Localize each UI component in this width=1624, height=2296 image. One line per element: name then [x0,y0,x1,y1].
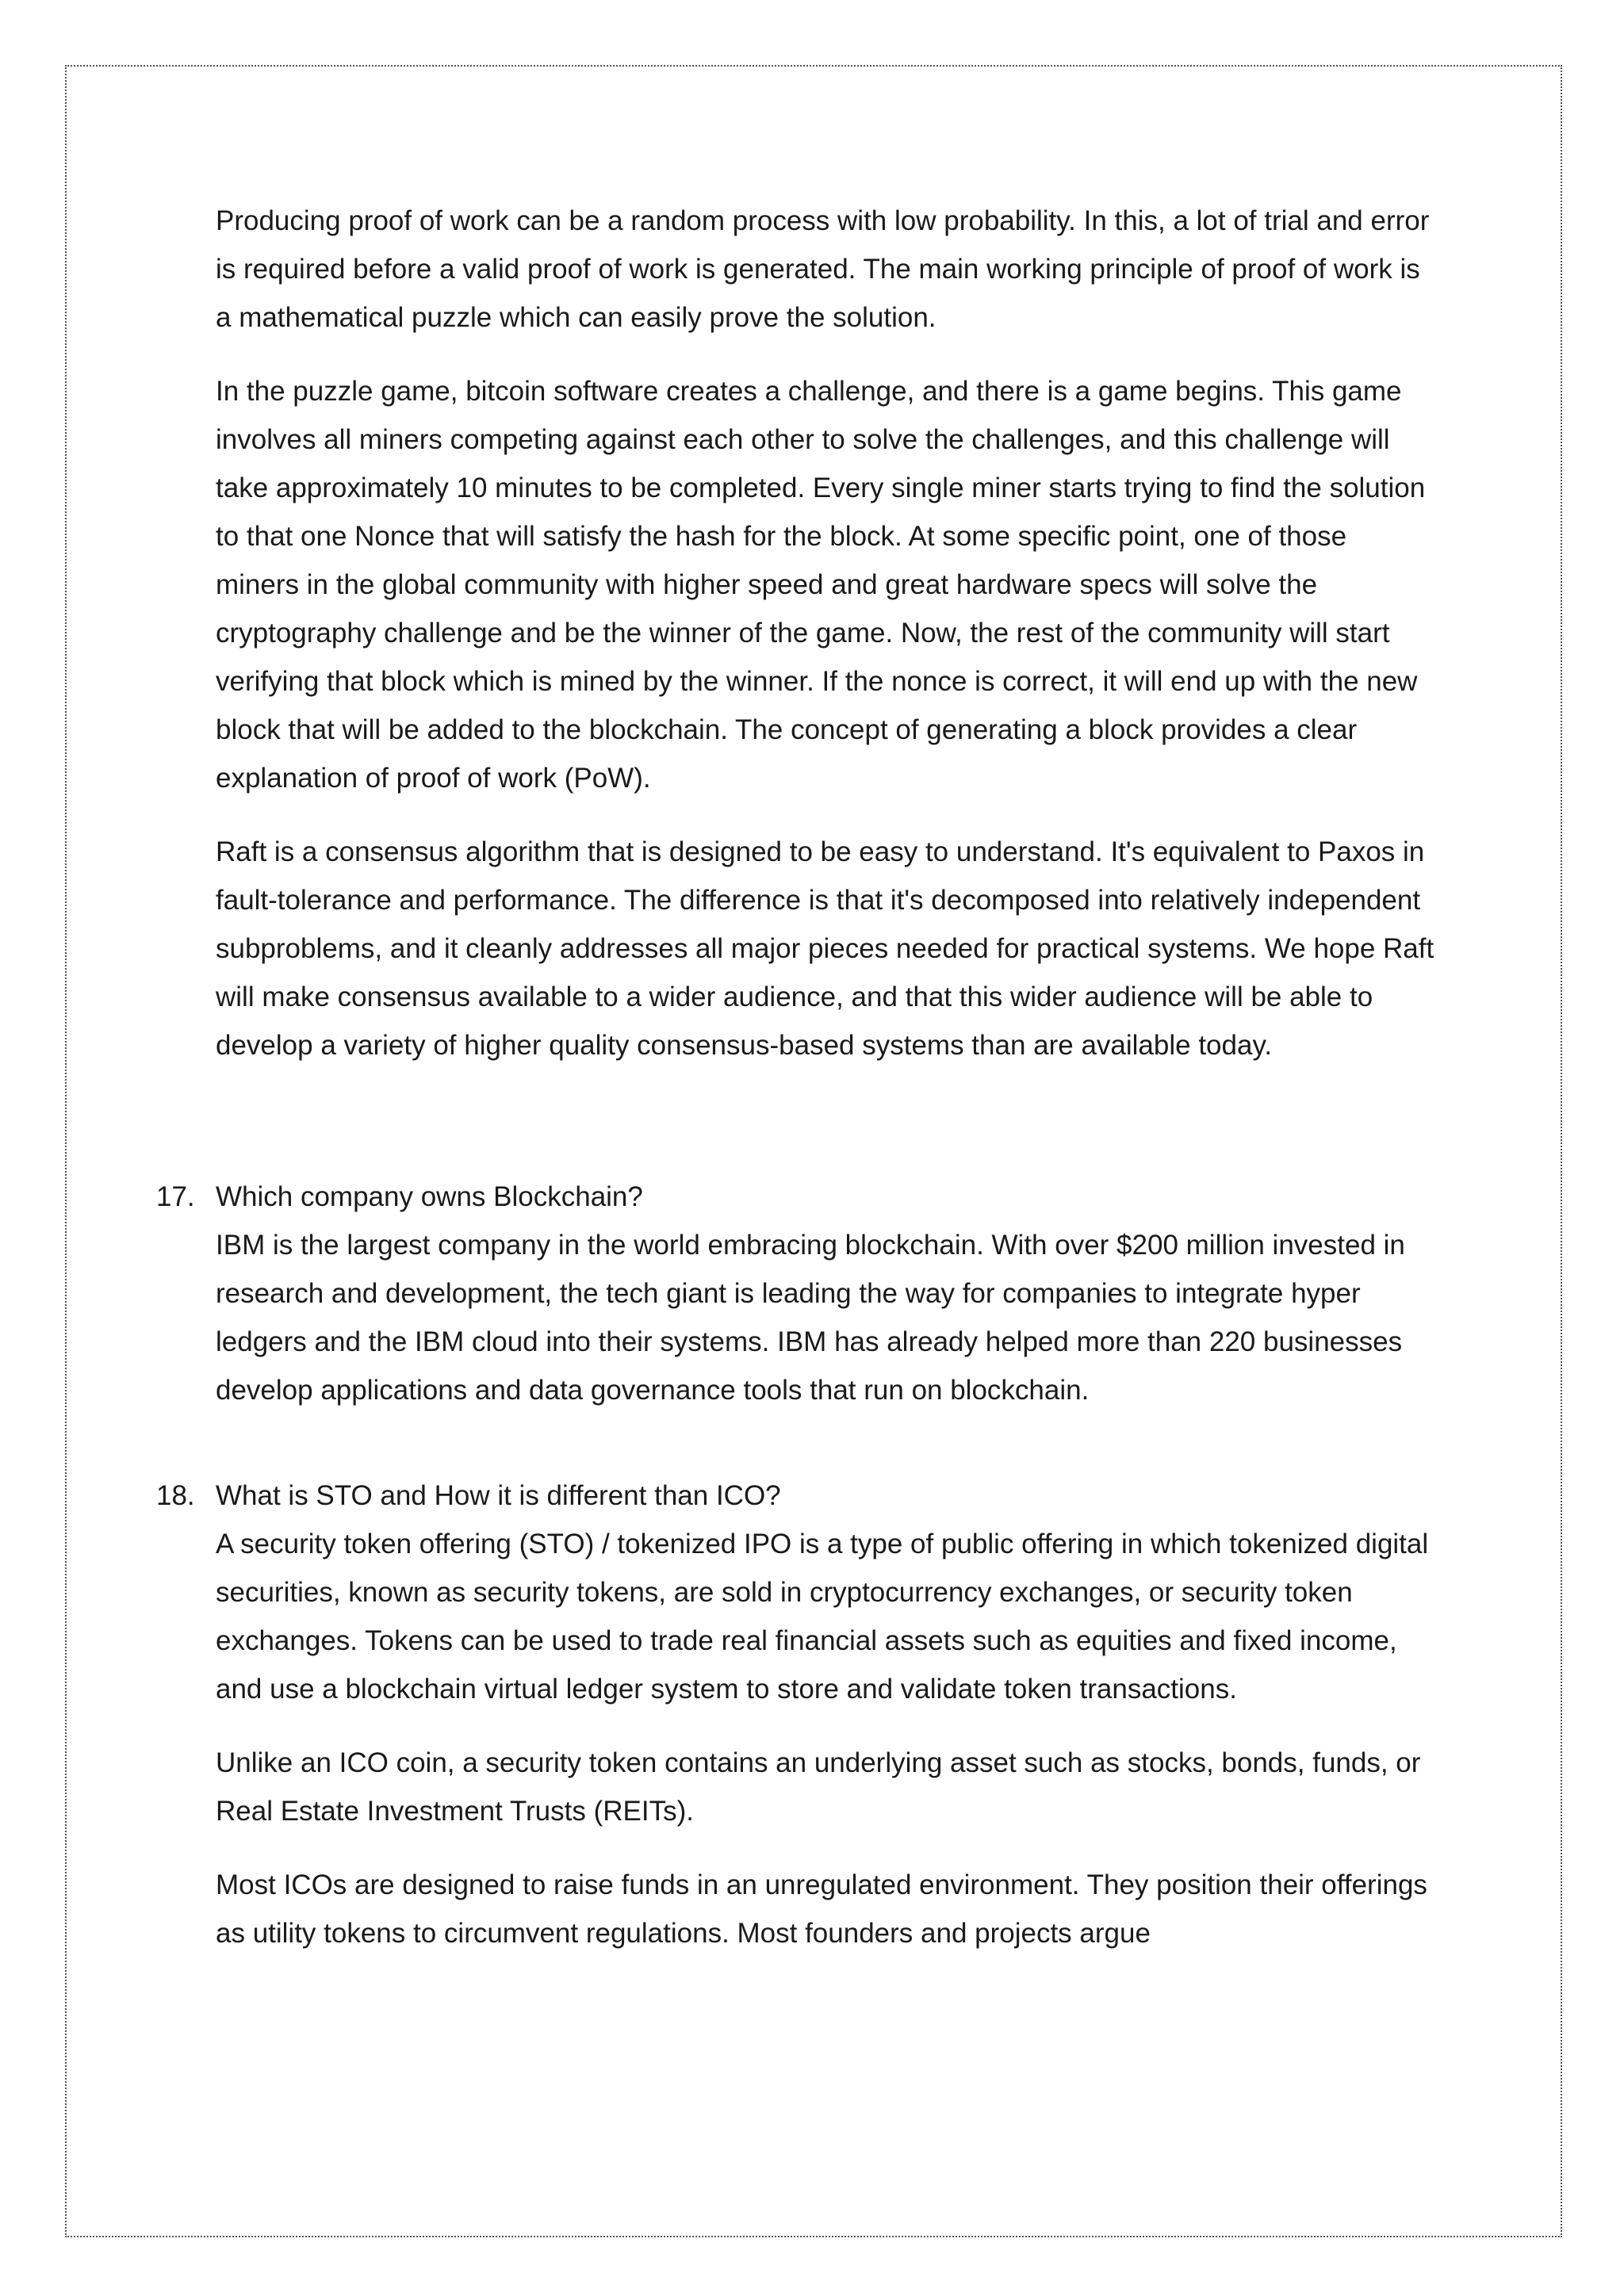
question-number: 18. [156,1480,195,1511]
question-text: What is STO and How it is different than ICO? [216,1480,781,1511]
document-body [156,197,1437,1983]
paragraph-raft: Raft is a consensus algorithm that is designed to be easy to understand. It's equivalent to Paxos in fault-tolerance and performance. The difference is that it's decomposed into relatively independent subproblems, and it cleanly addresses all major pieces needed for practical systems. We hope Raft will make consensus available to a wider audience, and that this wider audience will be able to develop a variety of higher quality consensus-based systems than are available today. [216,836,1434,1061]
question-text: Which company owns Blockchain? [216,1181,643,1212]
question-number: 17. [156,1181,195,1212]
answer-paragraph: IBM is the largest company in the world embracing blockchain. With over $200 million invested in research and development, the tech giant is leading the way for companies to integrate hyper ledgers and the IBM cloud into their systems. IBM has already helped more than 220 businesses develop applications and data governance tools that run on blockchain. [216,1230,1405,1406]
paragraph-proof-of-work: Producing proof of work can be a random process with low probability. In this, a lot of trial and error is required before a valid proof of work is generated. The main working principle of proof of work is a mathematical puzzle which can easily prove the solution. [216,205,1430,333]
answer-paragraph: A security token offering (STO) / tokenized IPO is a type of public offering in which tokenized digital securities, known as security tokens, are sold in cryptocurrency exchanges, or security token exchanges. Tokens can be used to trade real financial assets such as equities and fixed income, and use a blockchain virtual ledger system to store and validate token transactions. [216,1529,1429,1705]
answer-paragraph: Most ICOs are designed to raise funds in an unregulated environment. They position their offerings as utility tokens to circumvent regulations. Most founders and projects argue [216,1869,1427,1949]
paragraph-puzzle-game: In the puzzle game, bitcoin software creates a challenge, and there is a game begins. This game involves all miners competing against each other to solve the challenges, and this challenge will take approximately 10 minutes to be completed. Every single miner starts trying to find the solution to that one Nonce that will satisfy the hash for the block. At some specific point, one of those miners in the global community with higher speed and great hardware specs will solve the cryptography challenge and be the winner of the game. Now, the rest of the community will start verifying that block which is mined by the winner. If the nonce is correct, it will end up with the new block that will be added to the blockchain. The concept of generating a block provides a clear explanation of proof of work (PoW). [216,376,1426,794]
answer-paragraph: Unlike an ICO coin, a security token contains an underlying asset such as stocks, bonds, funds, or Real Estate Investment Trusts (REITs). [216,1747,1421,1827]
question-18 [156,1471,1437,1957]
question-17 [156,1173,1437,1414]
